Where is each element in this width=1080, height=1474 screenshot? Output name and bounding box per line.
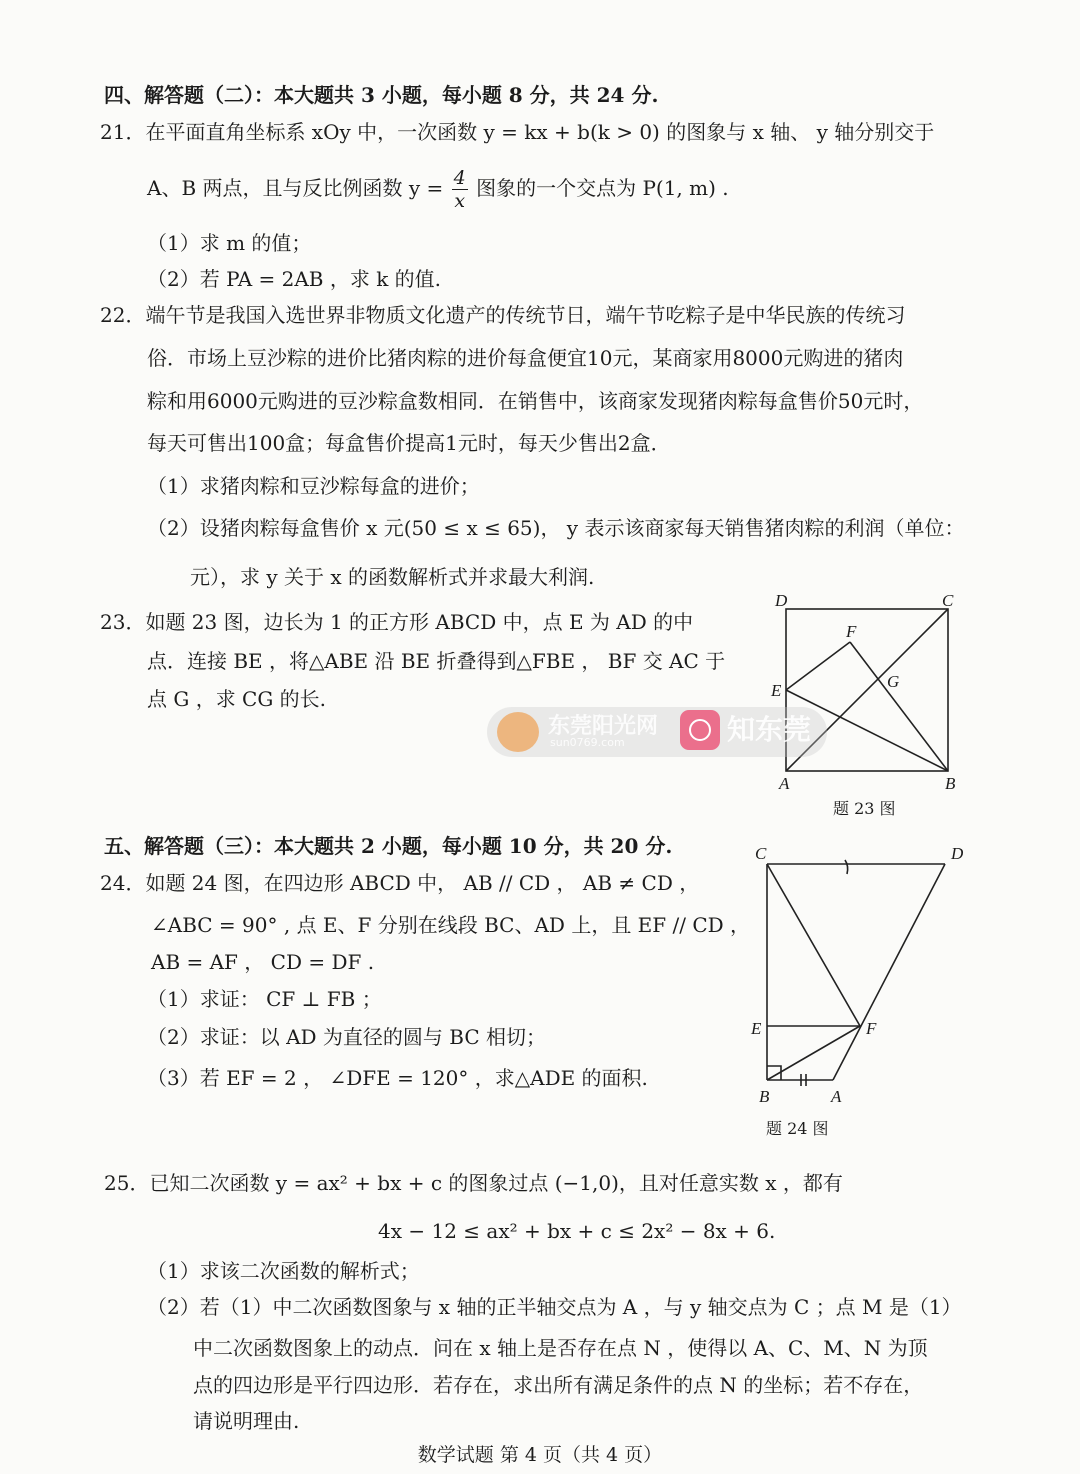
section-5-heading: 五、解答题（三）：本大题共 2 小题，每小题 10 分，共 20 分. — [104, 834, 673, 858]
q21-line-2 — [147, 160, 729, 216]
fig24-label-c: C — [755, 844, 767, 863]
q24-line-2: ∠ABC = 90° , 点 E、F 分别在线段 BC、AD 上，且 EF // CD ， — [151, 913, 751, 937]
q21-part-1: （1）求 m 的值； — [147, 231, 312, 255]
q23-line-3: 点 G ，求 CG 的长. — [147, 687, 327, 711]
q25-part-2-d: 请说明理由. — [193, 1409, 300, 1433]
q21-line-2-b: 图象的一个交点为 P(1, m) . — [476, 176, 729, 200]
figure-24-caption: 题 24 图 — [766, 1119, 829, 1138]
q21-part-2: （2）若 PA = 2AB ，求 k 的值. — [147, 267, 442, 291]
q22-part-2-b: 元），求 y 关于 x 的函数解析式并求最大利润. — [190, 565, 595, 589]
fig23-label-d: D — [775, 591, 788, 610]
fig24-label-b: B — [759, 1087, 770, 1106]
fig24-label-e: E — [751, 1019, 762, 1038]
q23-line-2: 点．连接 BE ，将△ABE 沿 BE 折叠得到△FBE ， BF 交 AC 于 — [147, 649, 726, 673]
q25-formula: 4x − 12 ≤ ax² + bx + c ≤ 2x² − 8x + 6. — [378, 1219, 776, 1243]
fig23-label-e: E — [771, 681, 782, 700]
fig24-label-f: F — [866, 1019, 877, 1038]
q24-line-1: 24．如题 24 图，在四边形 ABCD 中， AB // CD ， AB ≠ CD ， — [100, 871, 700, 895]
q21-fraction-denominator: x — [454, 190, 466, 212]
q24-part-2: （2）求证：以 AD 为直径的圆与 BC 相切； — [147, 1025, 547, 1049]
page-footer: 数学试题 第 4 页（共 4 页） — [417, 1444, 663, 1466]
q25-part-2-c: 点的四边形是平行四边形．若存在，求出所有满足条件的点 N 的坐标；若不存在， — [193, 1373, 924, 1397]
q22-line-3: 粽和用6000元购进的豆沙粽盒数相同．在销售中，该商家发现猪肉粽每盒售价50元时， — [147, 389, 924, 413]
q25-part-2-a: （2）若（1）中二次函数图象与 x 轴的正半轴交点为 A ，与 y 轴交点为 C ；点 M 是（1） — [147, 1295, 962, 1319]
q21-fraction — [452, 167, 468, 212]
q22-line-4: 每天可售出100盒；每盒售价提高1元时，每天少售出2盒． — [147, 431, 671, 455]
fig24-label-a: A — [831, 1087, 842, 1106]
fig24-segment-cf — [767, 864, 860, 1026]
fig23-segment-ef — [786, 642, 850, 690]
q21-fraction-numerator: 4 — [453, 167, 466, 189]
fig23-label-b: B — [945, 774, 956, 793]
fig23-label-c: C — [942, 591, 954, 610]
q22-line-1: 22．端午节是我国入选世界非物质文化遗产的传统节日，端午节吃粽子是中华民族的传统习 — [100, 303, 906, 327]
figure-24 — [745, 840, 985, 1110]
q22-part-1: （1）求猪肉粽和豆沙粽每盒的进价； — [147, 474, 480, 498]
watermark-site-name: 东莞阳光网 — [548, 714, 659, 739]
fig23-label-a: A — [779, 774, 790, 793]
q25-line-1: 25．已知二次函数 y = ax² + bx + c 的图象过点 (−1,0)，且对任意实数 x ，都有 — [104, 1171, 843, 1195]
q21-line-2-a: A、B 两点，且与反比例函数 y = — [147, 176, 444, 200]
q22-line-2: 俗．市场上豆沙粽的进价比猪肉粽的进价每盒便宜10元，某商家用8000元购进的猪肉 — [147, 346, 904, 370]
fig24-tick-mark-cd — [845, 860, 848, 874]
q21-line-1: 21．在平面直角坐标系 xOy 中，一次函数 y = kx + b(k > 0) 的图象与 x 轴、 y 轴分别交于 — [100, 120, 935, 144]
fig24-segment-ad — [833, 864, 945, 1080]
watermark-app-name: 知东莞 — [727, 713, 812, 746]
sun0769-logo-icon — [497, 712, 539, 752]
fig24-label-d: D — [951, 844, 964, 863]
section-4-heading: 四、解答题（二）：本大题共 3 小题，每小题 8 分，共 24 分. — [104, 83, 659, 107]
fig23-segment-fb — [850, 642, 948, 771]
app-eye-logo-icon — [680, 710, 720, 750]
fig23-label-f: F — [846, 622, 857, 641]
q25-part-2-b: 中二次函数图象上的动点．问在 x 轴上是否存在点 N ，使得以 A、C、M、N 为顶 — [193, 1336, 928, 1360]
q24-part-3: （3）若 EF = 2 ， ∠DFE = 120° ，求△ADE 的面积. — [147, 1066, 648, 1090]
watermark-site-url: sun0769.com — [550, 736, 625, 749]
q24-part-1: （1）求证： CF ⊥ FB ； — [147, 987, 382, 1011]
fig23-label-g: G — [887, 672, 900, 691]
q23-line-1: 23．如题 23 图，边长为 1 的正方形 ABCD 中，点 E 为 AD 的中 — [100, 610, 694, 634]
q24-line-3: AB = AF ， CD = DF . — [151, 950, 375, 974]
figure-23-caption: 题 23 图 — [833, 799, 896, 818]
q22-part-2-a: （2）设猪肉粽每盒售价 x 元(50 ≤ x ≤ 65)， y 表示该商家每天销售猪肉粽的利润（单位： — [147, 516, 965, 540]
q25-part-1: （1）求该二次函数的解析式； — [147, 1259, 420, 1283]
